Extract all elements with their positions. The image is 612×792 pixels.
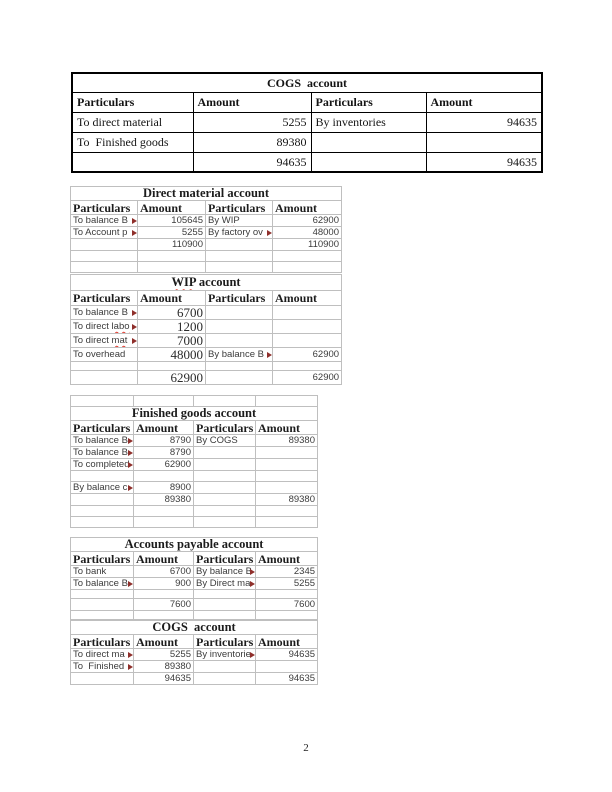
particulars-cell: To completed: [71, 459, 134, 471]
amount-cell: 8790: [134, 447, 194, 459]
account-row: [71, 494, 318, 506]
account-row: [71, 459, 318, 471]
misspelled-word: labo: [111, 320, 130, 332]
amount-cell: [134, 517, 194, 528]
table-title: COGS account: [71, 621, 318, 635]
particulars-cell: To direct mat: [71, 334, 138, 348]
table-header-row: [71, 201, 342, 215]
amount-cell: [273, 262, 342, 273]
text-overflow-marker-icon: [267, 230, 272, 236]
particulars-cell: [194, 599, 256, 611]
particulars-cell: To balance B: [71, 447, 134, 459]
amount-cell: 62900: [273, 348, 342, 362]
text-overflow-marker-icon: [250, 569, 255, 575]
column-header: Particulars: [194, 635, 256, 649]
amount-cell: 900: [134, 578, 194, 590]
amount-cell: 89380: [134, 494, 194, 506]
column-header: Particulars: [71, 291, 138, 306]
account-row: [71, 306, 342, 320]
particulars-cell: [71, 251, 138, 262]
particulars-cell: [71, 506, 134, 517]
table-header-row: [71, 635, 318, 649]
column-header: Particulars: [71, 201, 138, 215]
table-header-row: [71, 291, 342, 306]
amount-cell: 62900: [273, 371, 342, 385]
table-title-row: [71, 275, 342, 291]
column-header: Amount: [138, 291, 206, 306]
amount-cell: 94635: [256, 649, 318, 661]
empty-row: [71, 590, 318, 599]
table-title-row: [71, 407, 318, 421]
particulars-cell: [71, 239, 138, 251]
particulars-cell: [194, 459, 256, 471]
particulars-cell: To balance B: [71, 215, 138, 227]
amount-cell: 105645: [138, 215, 206, 227]
account-row: [71, 239, 342, 251]
amount-cell: 89380: [256, 435, 318, 447]
misspelled-word: mat: [111, 334, 128, 346]
particulars-cell: [194, 517, 256, 528]
table-title: COGS account: [72, 73, 542, 92]
account-row: [71, 371, 342, 385]
particulars-cell: By COGS: [194, 435, 256, 447]
column-header: Particulars: [206, 201, 273, 215]
particulars-cell: [194, 396, 256, 407]
particulars-cell: [206, 371, 273, 385]
particulars-cell: To bank: [71, 566, 134, 578]
amount-cell: [256, 517, 318, 528]
amount-cell: 110900: [138, 239, 206, 251]
account-row: [71, 447, 318, 459]
text-overflow-marker-icon: [128, 450, 133, 456]
amount-cell: 89380: [134, 661, 194, 673]
column-header: Particulars: [71, 552, 134, 566]
empty-row: [71, 611, 318, 620]
column-header: Amount: [193, 92, 311, 112]
text-overflow-marker-icon: [250, 581, 255, 587]
account-row: [71, 599, 318, 611]
account-row: [72, 132, 542, 152]
empty-row: [71, 251, 342, 262]
column-header: Amount: [256, 421, 318, 435]
text-overflow-marker-icon: [128, 485, 133, 491]
particulars-cell: To balance B: [71, 435, 134, 447]
amount-cell: 94635: [193, 152, 311, 172]
text-overflow-marker-icon: [132, 230, 137, 236]
text-overflow-marker-icon: [128, 581, 133, 587]
particulars-cell: [194, 506, 256, 517]
text-overflow-marker-icon: [128, 462, 133, 468]
text-overflow-marker-icon: [128, 652, 133, 658]
amount-cell: 8900: [134, 482, 194, 494]
text-overflow-marker-icon: [132, 218, 137, 224]
amount-cell: 6700: [134, 566, 194, 578]
amount-cell: 2345: [256, 566, 318, 578]
column-header: Amount: [134, 552, 194, 566]
amount-cell: 94635: [426, 152, 542, 172]
empty-row: [71, 262, 342, 273]
amount-cell: 94635: [134, 673, 194, 685]
account-row: [72, 152, 542, 172]
particulars-cell: To overhead: [71, 348, 138, 362]
particulars-cell: [71, 494, 134, 506]
account-row: [71, 348, 342, 362]
amount-cell: [256, 447, 318, 459]
particulars-cell: By balance c: [71, 482, 134, 494]
text-overflow-marker-icon: [267, 352, 272, 358]
empty-row: [71, 506, 318, 517]
amount-cell: 48000: [273, 227, 342, 239]
cogs-account-table-bottom: [70, 620, 318, 685]
amount-cell: [134, 396, 194, 407]
column-header: Amount: [273, 291, 342, 306]
column-header: Particulars: [194, 552, 256, 566]
account-row: [71, 661, 318, 673]
account-row: [71, 334, 342, 348]
text-overflow-marker-icon: [128, 438, 133, 444]
amount-cell: [256, 506, 318, 517]
particulars-cell: [206, 362, 273, 371]
table-title-row: [71, 538, 318, 552]
amount-cell: 48000: [138, 348, 206, 362]
table-title: Accounts payable account: [71, 538, 318, 552]
amount-cell: [273, 334, 342, 348]
wip-account-table: [70, 274, 342, 385]
particulars-cell: To Finished goods: [72, 132, 193, 152]
amount-cell: [273, 251, 342, 262]
empty-row: [71, 517, 318, 528]
account-row: [72, 112, 542, 132]
amount-cell: [256, 482, 318, 494]
text-overflow-marker-icon: [132, 338, 137, 344]
particulars-cell: [311, 152, 426, 172]
amount-cell: [256, 471, 318, 482]
particulars-cell: [194, 590, 256, 599]
amount-cell: [138, 262, 206, 273]
particulars-cell: [71, 673, 134, 685]
account-row: [71, 215, 342, 227]
particulars-cell: [71, 471, 134, 482]
particulars-cell: [72, 152, 193, 172]
empty-row: [71, 396, 318, 407]
particulars-cell: [206, 251, 273, 262]
empty-row: [71, 471, 318, 482]
account-row: [71, 566, 318, 578]
particulars-cell: By inventories: [311, 112, 426, 132]
amount-cell: [256, 396, 318, 407]
table-header-row: [71, 552, 318, 566]
amount-cell: [138, 362, 206, 371]
particulars-cell: By factory ov: [206, 227, 273, 239]
particulars-cell: [194, 471, 256, 482]
empty-row: [71, 362, 342, 371]
column-header: Particulars: [71, 421, 134, 435]
amount-cell: [134, 471, 194, 482]
particulars-cell: [206, 306, 273, 320]
particulars-cell: [194, 482, 256, 494]
text-overflow-marker-icon: [132, 324, 137, 330]
amount-cell: [256, 661, 318, 673]
table-title: Direct material account: [71, 187, 342, 201]
amount-cell: [426, 132, 542, 152]
particulars-cell: [71, 611, 134, 620]
particulars-cell: [71, 590, 134, 599]
amount-cell: [273, 320, 342, 334]
amount-cell: 94635: [426, 112, 542, 132]
account-row: [71, 482, 318, 494]
table-title: Finished goods account: [71, 407, 318, 421]
amount-cell: 62900: [134, 459, 194, 471]
table-title-row: [72, 73, 542, 92]
particulars-cell: [206, 320, 273, 334]
text-overflow-marker-icon: [128, 664, 133, 670]
amount-cell: 6700: [138, 306, 206, 320]
particulars-cell: To direct labo: [71, 320, 138, 334]
column-header: Amount: [134, 635, 194, 649]
particulars-cell: To balance B: [71, 306, 138, 320]
account-row: [71, 578, 318, 590]
amount-cell: [134, 590, 194, 599]
column-header: Amount: [256, 635, 318, 649]
amount-cell: [134, 506, 194, 517]
table-title-row: [71, 187, 342, 201]
amount-cell: [134, 611, 194, 620]
amount-cell: 94635: [256, 673, 318, 685]
particulars-cell: To balance B: [71, 578, 134, 590]
amount-cell: 62900: [273, 215, 342, 227]
amount-cell: [256, 590, 318, 599]
page-number: 2: [303, 742, 309, 754]
amount-cell: 89380: [193, 132, 311, 152]
particulars-cell: [194, 447, 256, 459]
particulars-cell: [194, 661, 256, 673]
accounts-payable-account-table: [70, 537, 318, 620]
amount-cell: 62900: [138, 371, 206, 385]
particulars-cell: [71, 517, 134, 528]
particulars-cell: [71, 262, 138, 273]
account-row: [71, 320, 342, 334]
amount-cell: 1200: [138, 320, 206, 334]
particulars-cell: By WIP: [206, 215, 273, 227]
particulars-cell: To direct material: [72, 112, 193, 132]
amount-cell: [138, 251, 206, 262]
account-row: [71, 649, 318, 661]
amount-cell: 5255: [193, 112, 311, 132]
particulars-cell: [71, 362, 138, 371]
particulars-cell: [206, 239, 273, 251]
particulars-cell: By inventorie: [194, 649, 256, 661]
particulars-cell: [206, 334, 273, 348]
column-header: Amount: [256, 552, 318, 566]
amount-cell: 7600: [256, 599, 318, 611]
table-header-row: [71, 421, 318, 435]
particulars-cell: [194, 494, 256, 506]
column-header: Amount: [138, 201, 206, 215]
finished-goods-account-table: [70, 395, 318, 528]
amount-cell: [273, 362, 342, 371]
particulars-cell: By balance B: [194, 566, 256, 578]
amount-cell: [273, 306, 342, 320]
table-header-row: [72, 92, 542, 112]
misspelled-word: WIP: [171, 275, 196, 290]
column-header: Amount: [134, 421, 194, 435]
particulars-cell: [194, 673, 256, 685]
amount-cell: 8790: [134, 435, 194, 447]
particulars-cell: [311, 132, 426, 152]
particulars-cell: [71, 396, 134, 407]
amount-cell: 7600: [134, 599, 194, 611]
amount-cell: 89380: [256, 494, 318, 506]
particulars-cell: To direct ma: [71, 649, 134, 661]
table-title: WIP account: [71, 275, 342, 291]
text-overflow-marker-icon: [132, 310, 137, 316]
table-title-row: [71, 621, 318, 635]
amount-cell: 7000: [138, 334, 206, 348]
particulars-cell: [194, 611, 256, 620]
misspelled-word: WIP: [221, 214, 240, 226]
column-header: Particulars: [206, 291, 273, 306]
account-row: [71, 673, 318, 685]
particulars-cell: To Finished: [71, 661, 134, 673]
column-header: Amount: [426, 92, 542, 112]
particulars-cell: To Account p: [71, 227, 138, 239]
amount-cell: [256, 611, 318, 620]
account-row: [71, 435, 318, 447]
text-overflow-marker-icon: [250, 652, 255, 658]
particulars-cell: [71, 371, 138, 385]
column-header: Particulars: [71, 635, 134, 649]
amount-cell: 5255: [138, 227, 206, 239]
account-row: [71, 227, 342, 239]
particulars-cell: [206, 262, 273, 273]
amount-cell: 5255: [256, 578, 318, 590]
amount-cell: 5255: [134, 649, 194, 661]
particulars-cell: By balance B: [206, 348, 273, 362]
direct-material-account-table: [70, 186, 342, 273]
column-header: Particulars: [194, 421, 256, 435]
amount-cell: [256, 459, 318, 471]
particulars-cell: By Direct ma: [194, 578, 256, 590]
particulars-cell: [71, 599, 134, 611]
column-header: Amount: [273, 201, 342, 215]
cogs-account-table-top: [71, 72, 543, 173]
column-header: Particulars: [311, 92, 426, 112]
amount-cell: 110900: [273, 239, 342, 251]
column-header: Particulars: [72, 92, 193, 112]
